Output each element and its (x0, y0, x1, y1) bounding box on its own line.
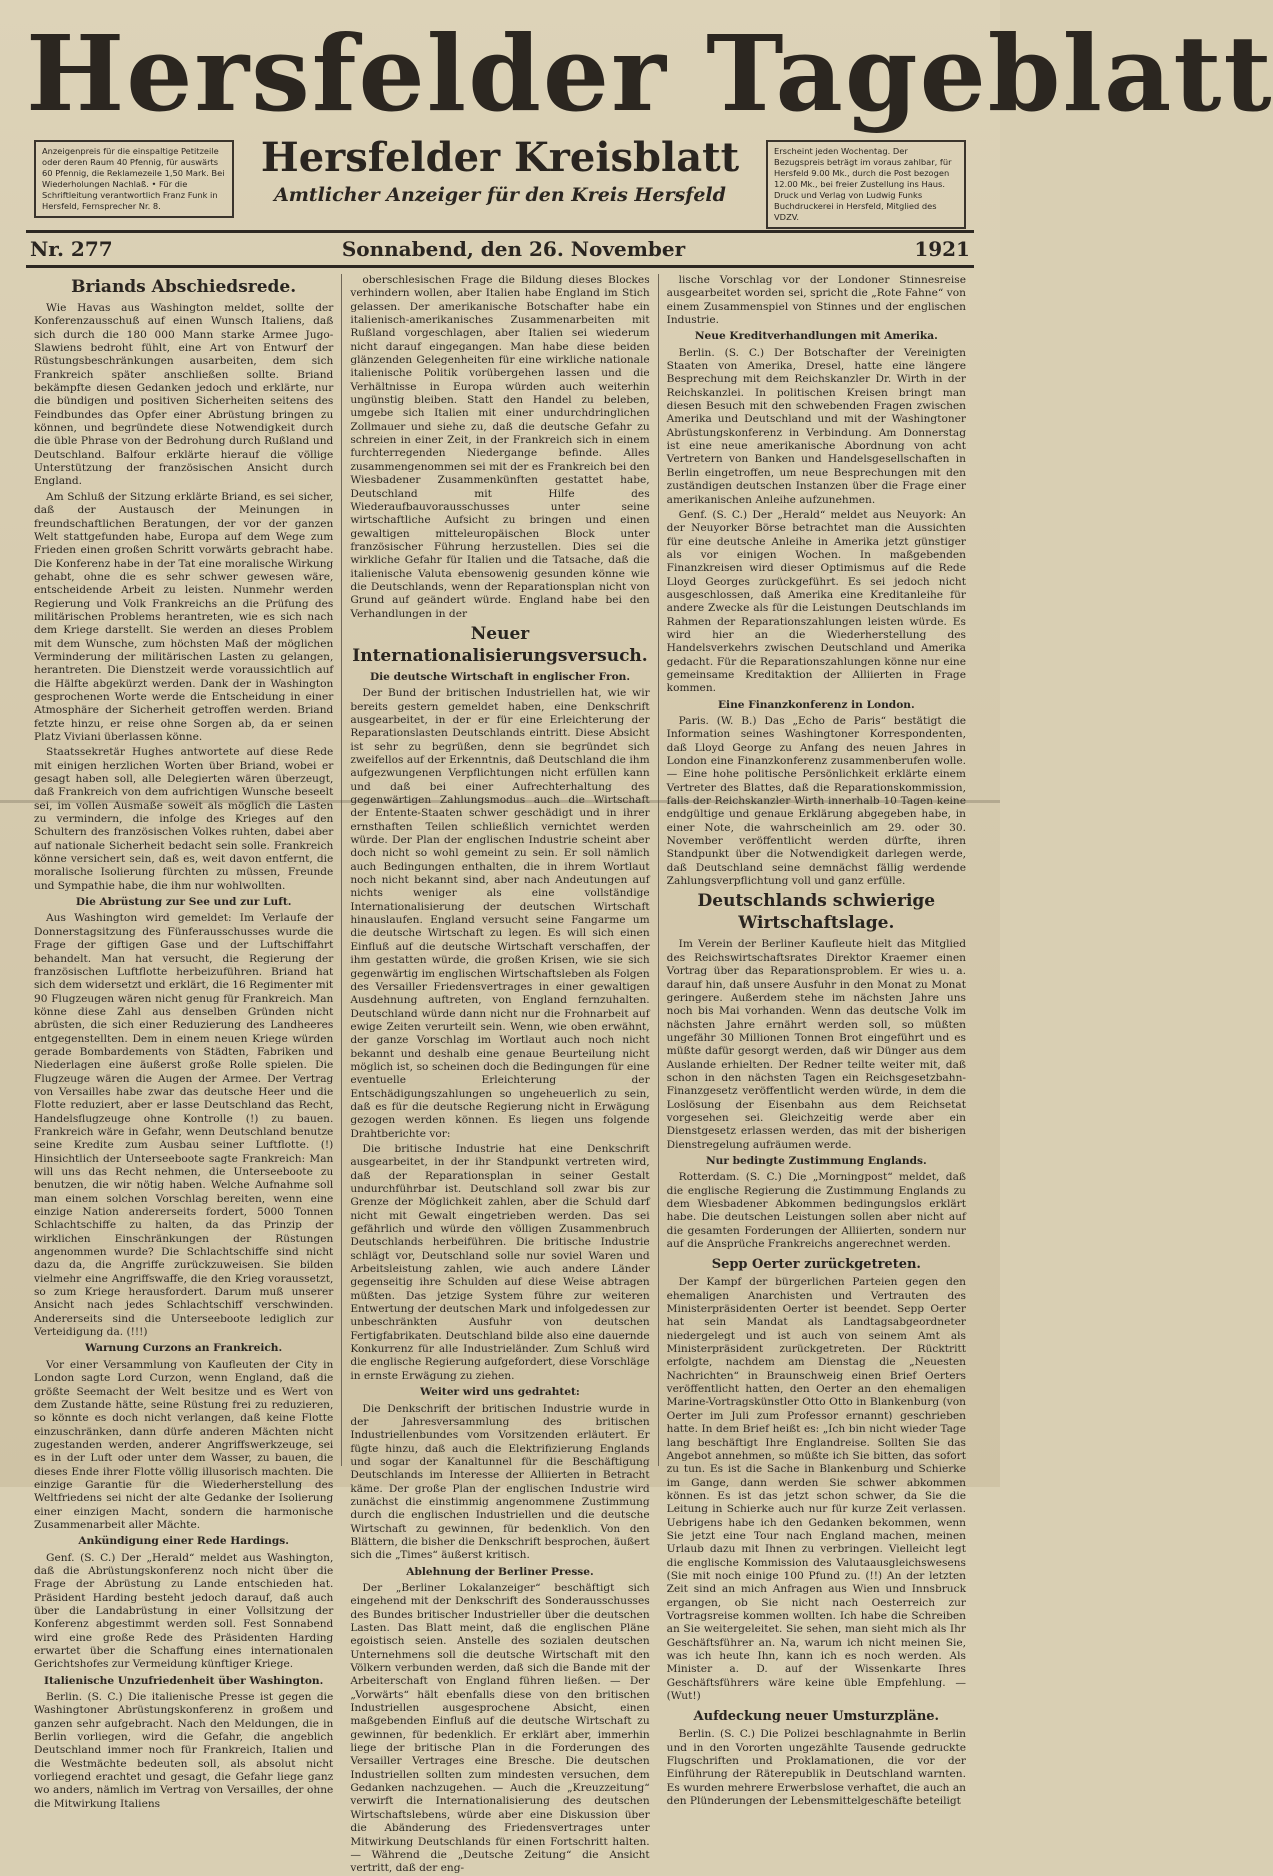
advertising-price-box: Anzeigenpreis für die einspaltige Petitzeile oder deren Raum 40 Pfennig, für auswärts 60 Pfennig, die Reklamezeile 1,50 Mark. Bei Wiederholungen Nachlaß. • Für die Schriftleitung verantwortlich Franz Funk in Hersfeld, Fernsprecher Nr. 8. (34, 140, 234, 218)
subscription-info-box: Erscheint jeden Wochentag. Der Bezugspreis beträgt im voraus zahlbar, für Hersfeld 9.00 Mk., durch die Post bezogen 12.00 Mk., bei freier Zustellung ins Haus. Druck und Verlag von Ludwig Funks Buchdruckerei in Hersfeld, Mitglied des VDZV. (766, 140, 966, 229)
article-paragraph: Der „Berliner Lokalanzeiger“ beschäftigt sich eingehend mit der Denkschrift des Sonderausschusses des Bundes britischer Industrieller über die deutschen Lasten. Das Blatt meint, daß die englischen Pläne egoistisch seien. Anstelle des sozialen deutschen Unternehmens soll die deutsche Wirtschaft mit den Völkern verbunden werden, daß sich die Bande mit der Arbeiterschaft von England führen ließen. — Der „Vorwärts“ hält ebenfalls diese von den britischen Industriellen ausgesprochene Absicht, einen maßgebenden Einfluß auf die deutsche Wirtschaft zu gewinnen, für bedenklich. Er erklärt aber, immerhin liege der britische Plan in die Forderungen des Versailler Vertrages eine Bresche. Die deutschen Industriellen sollten zum mindesten versuchen, dem Gedanken nachzugehen. — Auch die „Kreuzzeitung“ verwirft die Internationalisierung des deutschen Wirtschaftslebens, würde aber eine Diskussion über die Abänderung des Friedensvertrages unter Mitwirkung Deutschlands für einen Fortschritt halten. — Während die „Deutsche Zeitung“ die Ansicht vertritt, daß der eng- (350, 1581, 650, 1875)
article-paragraph: Die britische Industrie hat eine Denkschrift ausgearbeitet, in der ihr Standpunkt vertreten wird, daß der Reparationsplan in seiner Gestalt undurchführbar ist. Deutschland soll zwar bis zur Grenze der Möglichkeit zahlen, aber die Schuld darf nicht mit Gewalt eingetrieben werden. Das sei gefährlich und würde den völligen Zusammenbruch Deutschlands herbeiführen. Die britische Industrie schlägt vor, Deutschland solle nur soviel Waren und Arbeitsleistung zahlen, wie auch andere Länder gegenseitig ihre Schulden auf diese Weise abtragen müßten. Das jetzige System führe zur weiteren Entwertung der deutschen Mark und infolgedessen zur unbeschränkten Ausfuhr von deutschen Fertigfabrikaten. Deutschland bilde also eine dauernde Konkurrenz für alle Industrieländer. Zum Schluß wird die englische Regierung aufgefordert, diese Vorschläge in ernste Erwägung zu ziehen. (350, 1142, 650, 1382)
article-paragraph: Aus Washington wird gemeldet: Im Verlaufe der Donnerstagsitzung des Fünferausschusses wurde die Frage der giftigen Gase und der Luftschiffahrt behandelt. Man hat versucht, die Regierung der französischen Luftflotte herbeizuführen. Briand hat sich dem widersetzt und erklärt, die 16 Regimenter mit 90 Flugzeugen wären nicht genug für Frankreich. Man könne diese Zahl aus denselben Gründen nicht abrüsten, die sich einer Reduzierung des Landheeres entgegenstellten. Dem in einem neuen Kriege würden gerade Bombardements von Städten, Fabriken und Niederlagen eine äußerst große Rolle spielen. Die Flugzeuge wären die Augen der Armee. Der Vertrag von Versailles habe zwar das deutsche Heer und die Flotte reduziert, aber er lasse Deutschland das Recht, Handelsflugzeuge ohne Kontrolle (!) zu bauen. Frankreich wäre in Gefahr, wenn Deutschland benutze seine Kredite zum Ausbau seiner Luftflotte. (!) Hinsichtlich der Unterseeboote sagte Frankreich: Man will uns das Recht nehmen, die Unterseeboote zu benutzen, die wir nötig haben. Welche Aufnahme soll man einem solchen Vorschlag bereiten, wenn eine einzige Nation andererseits fordert, 5000 Tonnen Schlachtschiffe zu halten, da das Prinzip der wirklichen Einschränkungen der Rüstungen angenommen wurde? Die Schlachtschiffe sind nicht dazu da, die Angriffe zurückzuweisen. Sie bilden vielmehr eine Angriffswaffe, die den Krieg voraussetzt, so zum Kriege herausfordert. Darum muß unserer Ansicht nach jedes Schlachtschiff verschwinden. Andererseits sind die Unterseeboote lediglich zur Verteidigung da. (!!!) (34, 912, 334, 1339)
anzeiger-subtitle: Amtlicher Anzeiger für den Kreis Hersfeld (274, 184, 726, 206)
column-3 (658, 274, 974, 1808)
article-paragraph: Vor einer Versammlung von Kaufleuten der City in London sagte Lord Curzon, wenn England, daß die größte Seemacht der Welt besitze und es Wert von dem Zustande hätte, seine Rüstung frei zu reduzieren, so könnte es doch nicht verlangen, daß keine Flotte einzuschränken, dann dürfe anderen Mächten nicht zugestanden werden, anderer Angriffswerkzeuge, sei es in der Luft oder unter dem Wasser, zu bauen, die dieses Ende ihrer Flotte völlig illusorisch machten. Die einzige Garantie für die Wiederherstellung des Weltfriedens sei nicht der alte Gedanke der Isolierung einer einzigen Macht, sondern die harmonische Zusammenarbeit aller Mächte. (34, 1358, 334, 1531)
column-2 (341, 274, 657, 1875)
issue-number: Nr. 277 (30, 237, 113, 261)
article-paragraph: Genf. (S. C.) Der „Herald“ meldet aus Neuyork: An der Neuyorker Börse betrachtet man die Aussichten für eine deutsche Anleihe in Amerika jetzt günstiger als vor einigen Wochen. In maßgebenden Finanzkreisen wird dieser Optimismus auf die Rede Lloyd Georges zurückgeführt. Es sei jedoch nicht ausgeschlossen, daß Amerika eine Kreditanleihe für andere Zwecke als für die Leistungen Deutschlands im Rahmen der Reparationszahlungen leisten würde. Es wird hier an die Wiederherstellung des Handelsverkehrs zwischen Deutschland und Amerika gedacht. Für die Reparationszahlungen könne nur eine gemeinsame Kreditaktion der Alliierten in Frage kommen. (666, 508, 966, 695)
article-subheading: Die Abrüstung zur See und zur Luft. (75, 896, 292, 909)
column-1 (26, 274, 341, 1810)
article-columns (26, 274, 974, 1875)
article-paragraph: Wie Havas aus Washington meldet, sollte der Konferenzausschuß auf einen Wunsch Italiens, daß sich durch die 180 000 Mann starke Armee Jugo-Slawiens bedroht fühlt, eine Art von Entwurf der Rüstungsbeschränkungen ausarbeiten, dem sich Frankreich später anschließen sollte. Briand bekämpfte diesen Gedanken jedoch und erklärte, nur die bündigen und positiven Sicherheiten seitens des Feindbundes das Opfer einer Abrüstung bringen zu können, und begründete diese Notwendigkeit durch die üble Phrase von der Bedrohung durch Rußland und Deutschland. Balfour erklärte hierauf die völlige Unterstützung der französischen Ansicht durch England. (34, 302, 334, 488)
article-subheading: Nur bedingte Zustimmung Englands. (705, 1154, 927, 1167)
article-paragraph: Berlin. (S. C.) Die italienische Presse ist gegen die Washingtoner Abrüstungskonferenz in großem und ganzen sehr aufgebracht. Nach den Meldungen, die in Berlin vorliegen, wird die Gefahr, die angeblich Deutschland immer noch für Frankreich, Italien und die Westmächte bedeuten soll, als absolut nicht vorliegend erachtet und gesagt, die Gefahr liege ganz wo anders, nämlich im Vertrag von Versailles, der ohne die Mitwirkung Italiens (34, 1691, 334, 1810)
article-subheading: Ablehnung der Berliner Presse. (406, 1565, 594, 1578)
issue-year: 1921 (914, 237, 970, 261)
article-paragraph: lische Vorschlag vor der Londoner Stinnesreise ausgearbeitet worden sei, spricht die „Rote Fahne“ von einem Zusammenspiel von Stinnes und der englischen Industrie. (666, 274, 966, 327)
article-subheading: Weiter wird uns gedrahtet: (420, 1386, 580, 1399)
issue-date: Sonnabend, den 26. November (341, 237, 686, 261)
article-paragraph: Am Schluß der Sitzung erklärte Briand, es sei sicher, daß der Austausch der Meinungen in freundschaftlichen Beratungen, der vor der ganzen Welt stattgefunden habe, Europa auf dem Wege zum Frieden einen großen Schritt vorwärts gebracht habe. Die Konferenz habe in der Tat eine moralische Wirkung gehabt, ohne die es sehr schwer gewesen wäre, entscheidende Arbeit zu leisten. Nunmehr werden Regierung und Volk Frankreichs an die Prüfung des militärischen Problems herantreten, wie es sich nach dem Kriege darstellt. Sie werden an dieses Problem mit dem Wunsche, zum höchsten Maß der möglichen Verminderung der militärischen Lasten zu gelangen, herantreten. Die Dienstzeit werde voraussichtlich auf die Hälfte abgekürzt werden. Dank der in Washington gesprochenen Worte werde die Entscheidung in einer Atmosphäre der Sicherheit getroffen werden. Briand fetzte hinzu, er reise ohne Sorgen ab, da er seinen Platz Viviani überlassen könne. (34, 490, 334, 743)
article-paragraph: Der Bund der britischen Industriellen hat, wie wir bereits gestern gemeldet haben, eine Denkschrift ausgearbeitet, in der er für eine Erleichterung der Reparationslasten Deutschlands eintritt. Diese Absicht ist sehr zu begrüßen, denn sie begründet sich zweifellos auf der Erkenntnis, daß Deutschland die ihm aufgezwungenen Verpflichtungen nicht erfüllen kann und daß bei einer Aufrechterhaltung des gegenwärtigen Zahlungsmodus auch die Wirtschaft der Entente-Staaten schwer geschädigt und in ihrer ernsthaften Teilen schließlich vernichtet werden würde. Der Plan der englischen Industrie scheint aber doch nicht so wohl gemeint zu sein. Er soll nämlich auch Bedingungen enthalten, die in ihrem Wortlaut noch nicht bekannt sind, aber nach Andeutungen auf nichts weniger als eine vollständige Internationalisierung der deutschen Wirtschaft hinauslaufen. England versucht seine Fangarme um die deutsche Wirtschaft zu legen. Es will sich einen Einfluß auf die deutsche Wirtschaft verschaffen, der ihm gestatten würde, die großen Krisen, wie sie sich gegenwärtig im englischen Wirtschaftsleben als Folgen des Versailler Friedensvertrages in einer gewaltigen Ausdehnung auftreten, von England fernzuhalten. Deutschland würde dann nicht nur die Frohnarbeit auf ewige Zeiten verurteilt sein. Wenn, wie oben erwähnt, der ganze Vorschlag im Wortlaut auch noch nicht bekannt und deshalb eine genaue Beurteilung nicht möglich ist, so scheinen doch die Bedingungen für eine eventuelle Erleichterung der Entschädigungszahlungen so ungeheuerlich zu sein, daß es für die deutsche Regierung nicht in Erwägung gezogen werden können. Es liegen uns folgende Drahtberichte vor: (350, 687, 650, 1140)
paper-fold-line (0, 800, 1000, 803)
subtitle-row (26, 134, 974, 222)
article-paragraph: oberschlesischen Frage die Bildung dieses Blockes verhindern wollen, aber Italien habe England im Stich gelassen. Der amerikanische Botschafter habe ein italienisch-amerikanisches Zusammenarbeiten mit Rußland vorgeschlagen, aber Italien sei wiederum nicht darauf eingegangen. Man habe diese beiden glänzenden Gelegenheiten für eine wirkliche nationale italienische Politik vorübergehen lassen und die Verhältnisse in Europa würden auch weiterhin ungünstig bleiben. Statt den Handel zu beleben, umgebe sich Italien mit einer undurchdringlichen Zollmauer und siehe zu, daß die deutsche Gefahr zu schreien in einer Zeit, in der Frankreich sich in einem furchterregenden Niedergange befinde. Alles zusammengenommen sei mit der es Frankreich bei den Wiesbadener Zusammenkünften gestattet habe, Deutschland mit Hilfe des Wiederaufbauvorausschusses unter seine wirtschaftliche Aufsicht zu bringen und einen gewaltigen mitteleuropäischen Block unter französischer Führung herzustellen. Dies sei die wirkliche Gefahr für Italien und die Tatsache, daß die italienische Valuta ebensowenig gesunden könne wie die Deutschlands, wenn der Reparationsplan nicht von Grund auf geändert würde. England habe bei den Verhandlungen in der (350, 274, 650, 620)
article-headline: Briands Abschiedsrede. (71, 277, 297, 297)
article-paragraph: Paris. (W. B.) Das „Echo de Paris“ bestätigt die Information seines Washingtoner Korrespondenten, daß Lloyd George zu Anfang des neuen Jahres in London eine Finanzkonferenz zusammenberufen wolle. — Eine hohe politische Persönlichkeit erklärte einem Vertreter des Blattes, daß die Reparationskommission, falls der Reichskanzler Wirth innerhalb 10 Tagen keine endgültige und genaue Erklärung abgegeben habe, in einer Note, die wahrscheinlich am 29. oder 30. November veröffentlicht werden dürfte, ihren Standpunkt über die Notwendigkeit darlegen werde, daß Deutschland seine demnächst fällig werdende Zahlungsverpflichtung voll und ganz erfülle. (666, 715, 966, 888)
article-subheading: Warnung Curzons an Frankreich. (85, 1342, 283, 1355)
article-subheading: Die deutsche Wirtschaft in englischer Fron. (369, 670, 631, 683)
article-paragraph: Staatssekretär Hughes antwortete auf diese Rede mit einigen herzlichen Worten über Briand, wobei er gesagt haben soll, alle Delegierten wären überzeugt, daß Frankreich von dem aufrichtigen Wunsche beseelt sei, im vollen Ausmaße soweit als möglich die Lasten zu vermindern, die infolge des Krieges auf den Schultern des französischen Volkes ruhten, dabei aber auf nationale Sicherheit bedacht sein solle. Frankreich könne versichert sein, daß es, weit davon entfernt, die moralische Isolierung fürchten zu müssen, Freunde und Sympathie habe, die ihm nur wohlwollten. (34, 746, 334, 892)
article-subheading: Sepp Oerter zurückgetreten. (711, 1257, 921, 1273)
article-paragraph: Rotterdam. (S. C.) Die „Morningpost“ meldet, daß die englische Regierung die Zustimmung Englands zu dem Wiesbadener Abkommen bedingungslos erklärt habe. Die deutschen Leistungen sollen aber nicht auf die gesamten Forderungen der Alliierten, sondern nur auf die Ansprüche Frankreichs angerechnet werden. (666, 1171, 966, 1251)
kreisblatt-title: Hersfelder Kreisblatt (260, 134, 740, 181)
article-subheading: Neue Kreditverhandlungen mit Amerika. (694, 330, 938, 343)
article-headline: Neuer Internationalisierungsversuch. (352, 623, 648, 666)
article-subheading: Italienische Unzufriedenheit über Washington. (43, 1674, 324, 1687)
article-headline: Deutschlands schwierige Wirtschaftslage. (697, 891, 936, 934)
article-paragraph: Die Denkschrift der britischen Industrie wurde in der Jahresversammlung des britischen Industriellenbundes vom Vorsitzenden erläutert. Er fügte hinzu, daß auch die Elektrifizierung Englands und sogar der Kanaltunnel für die Beschäftigung Deutschlands im Interesse der Alliierten in Betracht käme. Der große Plan der englischen Industrie wird zunächst die einstimmig angenommene Zustimmung durch die englischen Industriellen und die deutsche Wirtschaft zu gewinnen, für bedenklich. Von den Blättern, die bisher die Denkschrift besprochen, äußert sich die „Times“ äußerst kritisch. (350, 1402, 650, 1562)
article-paragraph: Genf. (S. C.) Der „Herald“ meldet aus Washington, daß die Abrüstungskonferenz noch nicht über die Frage der Abrüstung zu Lande entschieden hat. Präsident Harding besteht jedoch darauf, daß auch über die Landabrüstung in einer Vollsitzung der Konferenz abgestimmt werden soll. Fest Sonnabend wird eine große Rede des Präsidenten Harding erwartet über die Schaffung eines internationalen Gerichtshofes zur Vermeidung künftiger Kriege. (34, 1551, 334, 1671)
article-paragraph: Der Kampf der bürgerlichen Parteien gegen den ehemaligen Anarchisten und Vertrauten des Ministerpräsidenten Oerter ist beendet. Sepp Oerter hat sein Mandat als Landtagsabgeordneter niedergelegt und ist auch von seinem Amt als Ministerpräsident zurückgetreten. Der Rücktritt erfolgte, nachdem am Dienstag die „Neuesten Nachrichten“ in Braunschweig einen Brief Oerters veröffentlicht hatten, den Oerter an den ehemaligen Marine-Vortragskünstler Otto Otto in Blankenburg (von Oerter im Juli zum Professor ernannt) geschrieben hatte. In dem Brief heißt es: „Ich bin nicht wieder Tage lang beschäftigt Ihre Englandreise. Sollten Sie das Angebot annehmen, so müßte ich Sie bitten, das sofort zu tun. Es ist die Sache in Blankenburg und Schierke im Gange, dann werden Sie schwer abkommen können. Es ist das jetzt schon schwer, da Sie die Leitung in Schierke auch nur für kurze Zeit verlassen. Uebrigens habe ich den Gedanken bekommen, wenn Sie jetzt eine Tour nach England machen, meinen Urlaub dazu mit Ihnen zu verbringen. Vielleicht legt die englische Kommission des Valutaausgleichswesens (Sie mit noch einige 100 Pfund zu. (!!) An der letzten Zeit sind an mich Anfragen aus Wien und Innsbruck ergangen, ob Sie nicht nach Oesterreich zur Vortragsreise kommen wollten. Ich habe die Schreiben an Sie weitergeleitet. Sie sehen, man sieht mich als Ihr Geschäftsführer an. Na, warum ich nicht meinen Sie, was ich heute Ihn, kann ich es noch werden. Als Minister a. D. auf der Wissenkarte Ihres Geschäftsführers wäre keine üble Empfehlung. — (Wut!) (666, 1276, 966, 1703)
article-paragraph: Berlin. (S. C.) Die Polizei beschlagnahmte in Berlin und in den Vororten ungezählte Tausende gedruckte Flugschriften und Proklamationen, die vor der Einführung der Räterepublik in Deutschland warnten. Es wurden mehrere Erwerbslose verhaftet, die auch an den Plünderungen der Lebensmittelgeschäfte beteiligt (666, 1728, 966, 1808)
article-subheading: Ankündigung einer Rede Hardings. (78, 1535, 289, 1548)
masthead-title: Hersfelder Tageblatt (26, 12, 1273, 135)
article-subheading: Aufdeckung neuer Umsturzpläne. (693, 1709, 940, 1725)
article-subheading: Eine Finanzkonferenz in London. (717, 698, 915, 711)
article-paragraph: Berlin. (S. C.) Der Botschafter der Vereinigten Staaten von Amerika, Dresel, hatte eine längere Besprechung mit dem Reichskanzler Dr. Wirth in der Reichskanzlei. In politischen Kreisen bringt man diesen Besuch mit den schwebenden Fragen zwischen Amerika und Deutschland und mit der Washingtoner Abrüstungskonferenz in Verbindung. Am Donnerstag ist eine neue amerikanische Abordnung von acht Vertretern von Banken und Handelsgesellschaften in Berlin eingetroffen, um neue Besprechungen mit den zuständigen deutschen Instanzen über die Frage einer amerikanischen Anleihe aufzunehmen. (666, 346, 966, 506)
article-paragraph: Im Verein der Berliner Kaufleute hielt das Mitglied des Reichswirtschaftsrates Direktor Kraemer einen Vortrag über das Reparationsproblem. Er wies u. a. darauf hin, daß unsere Ausfuhr in den Monat zu Monat geringere. Außerdem stehe im nächsten Jahre uns noch bis Mai vorhanden. Wenn das deutsche Volk im nächsten Jahre ernährt werden soll, so müßten ungefähr 30 Millionen Tonnen Brot eingeführt und es müßte dafür gesorgt werden, daß wir Dünger aus dem Auslande erhielten. Der Redner teilte weiter mit, daß schon in den nächsten Tagen ein Reichsgesetzbahn-Finanzgesetz veröffentlicht werden würde, in dem die Loslösung der Eisenbahn aus dem Reichsetat vorgesehen sei. Gleichzeitig werde aber ein Dienstgesetz erlassen werden, das mit der bisherigen Dienstregelung aufräumen werde. (666, 938, 966, 1151)
dateline (26, 230, 974, 268)
